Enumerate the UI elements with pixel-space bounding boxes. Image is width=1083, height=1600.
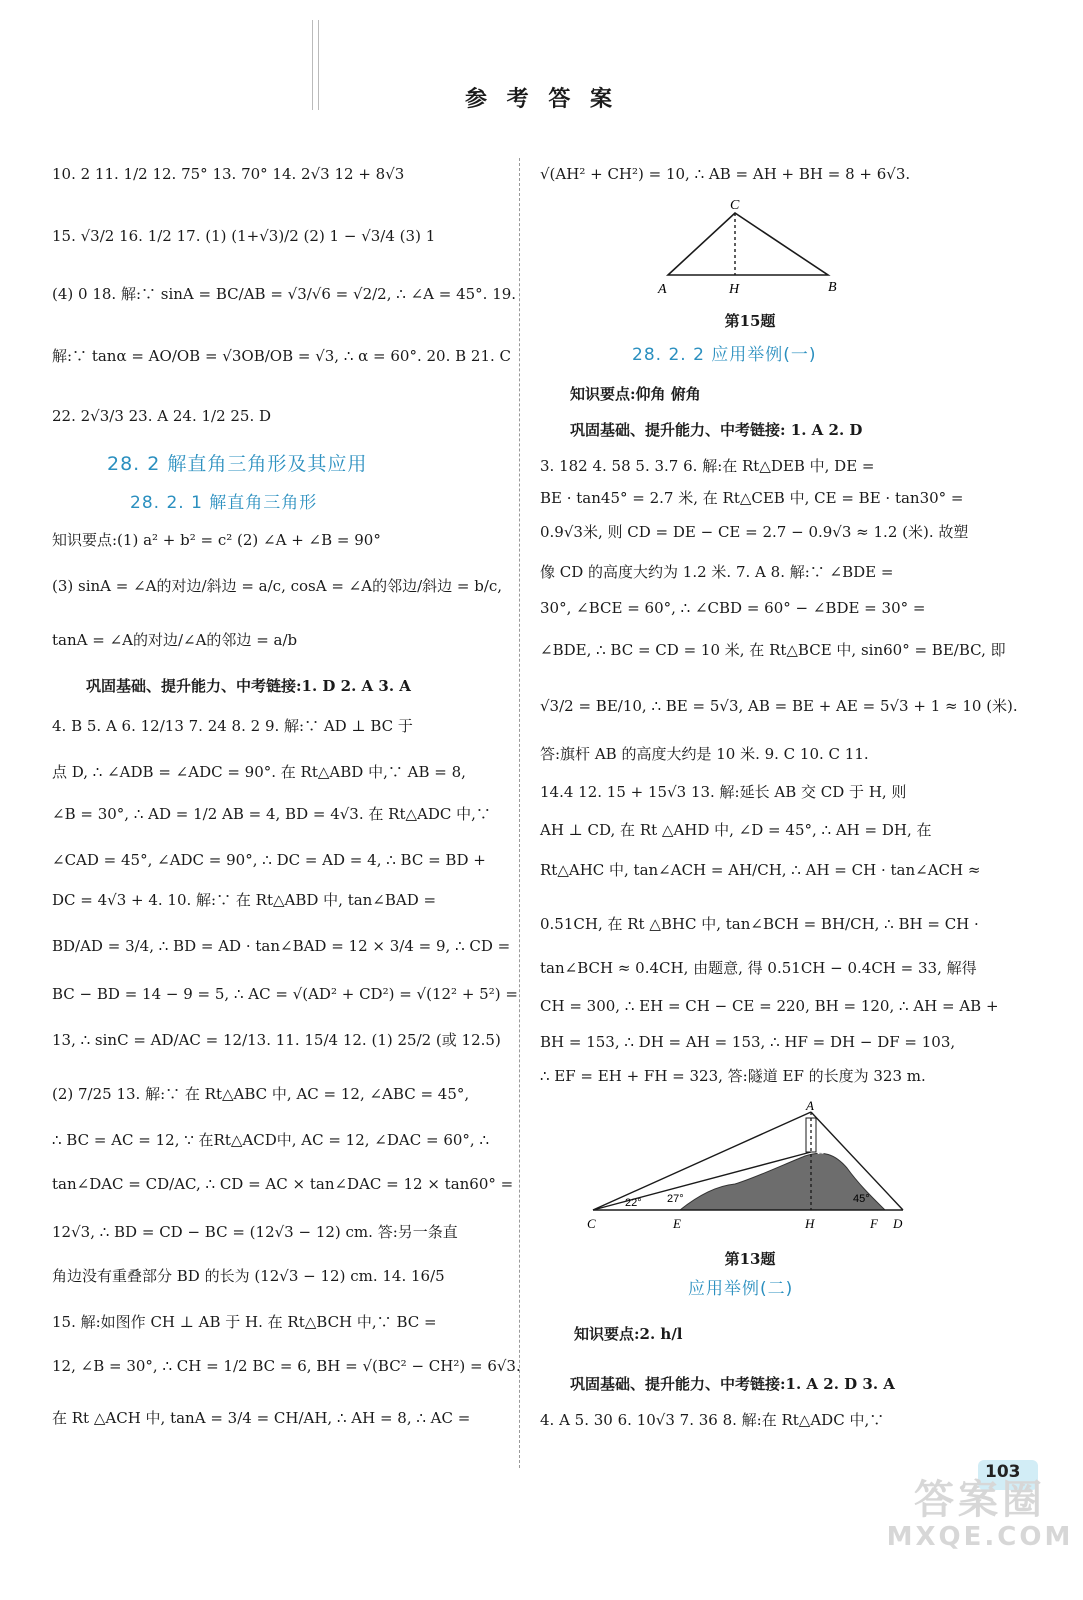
- answer-line: 答:旗杆 AB 的高度大约是 10 米. 9. C 10. C 11.: [540, 745, 869, 763]
- point-label: C: [587, 1216, 596, 1231]
- answer-line: 12, ∠B = 30°, ∴ CH = 1/2 BC = 6, BH = √(BC² − CH²) = 6√3.: [52, 1357, 521, 1375]
- point-label: C: [730, 198, 740, 213]
- figure-caption: 第13题: [724, 1250, 776, 1268]
- exercise-header: 巩固基础、提升能力、中考链接:1. A 2. D 3. A: [570, 1375, 895, 1393]
- answer-line: 3. 182 4. 58 5. 3.7 6. 解:在 Rt△DEB 中, DE =: [540, 457, 875, 475]
- figure-15-triangle: [650, 195, 850, 305]
- answer-line: (2) 7/25 13. 解:∵ 在 Rt△ABC 中, AC = 12, ∠ABC = 45°,: [52, 1085, 470, 1103]
- answer-line: BH = 153, ∴ DH = AH = 153, ∴ HF = DH − DF = 103,: [540, 1033, 956, 1051]
- answer-line: 15. 解:如图作 CH ⊥ AB 于 H. 在 Rt△BCH 中,∵ BC =: [52, 1313, 437, 1331]
- answer-line: 在 Rt △ACH 中, tanA = 3/4 = CH/AH, ∴ AH = 8, ∴ AC =: [52, 1409, 471, 1427]
- answer-line: 解:∵ tanα = AO/OB = √3OB/OB = √3, ∴ α = 60°. 20. B 21. C: [52, 347, 512, 365]
- subsection-heading: 28. 2. 1 解直角三角形: [130, 493, 318, 513]
- triangle-abc: [668, 213, 828, 275]
- answer-line: BD/AD = 3/4, ∴ BD = AD · tan∠BAD = 12 × 3/4 = 9, ∴ CD =: [52, 937, 511, 955]
- answer-line: 角边没有重叠部分 BD 的长为 (12√3 − 12) cm. 14. 16/5: [52, 1267, 445, 1285]
- answer-line: DC = 4√3 + 4. 10. 解:∵ 在 Rt△ABD 中, tan∠BAD =: [52, 891, 437, 909]
- answer-line: ∴ EF = EH + FH = 323, 答:隧道 EF 的长度为 323 m.: [540, 1067, 926, 1085]
- knowledge-point-line: 知识要点:(1) a² + b² = c² (2) ∠A + ∠B = 90°: [52, 531, 381, 549]
- answer-line: ∠CAD = 45°, ∠ADC = 90°, ∴ DC = AD = 4, ∴ BC = BD +: [52, 851, 486, 869]
- answer-line: 10. 2 11. 1/2 12. 75° 13. 70° 14. 2√3 12 + 8√3: [52, 165, 405, 183]
- point-label: B: [817, 1142, 825, 1157]
- angle-label: 22°: [625, 1197, 642, 1209]
- answer-line: 0.51CH, 在 Rt △BHC 中, tan∠BCH = BH/CH, ∴ BH = CH ·: [540, 915, 979, 933]
- knowledge-point-line: (3) sinA = ∠A的对边/斜边 = a/c, cosA = ∠A的邻边/斜边 = b/c,: [52, 577, 503, 595]
- point-label: F: [870, 1216, 878, 1231]
- figure-13-tunnel: [585, 1098, 915, 1238]
- angle-label: 45°: [853, 1193, 870, 1205]
- column-divider: [519, 158, 520, 1468]
- watermark-cn: 答案圈: [914, 1477, 1046, 1523]
- knowledge-point-line: 知识要点:仰角 俯角: [570, 385, 701, 403]
- answer-line: 点 D, ∴ ∠ADB = ∠ADC = 90°. 在 Rt△ABD 中,∵ AB = 8,: [52, 763, 466, 781]
- answer-line: BC − BD = 14 − 9 = 5, ∴ AC = √(AD² + CD²) = √(12² + 5²) =: [52, 985, 518, 1003]
- answer-line: 13, ∴ sinC = AD/AC = 12/13. 11. 15/4 12. (1) 25/2 (或 12.5): [52, 1031, 501, 1049]
- answer-line: 像 CD 的高度大约为 1.2 米. 7. A 8. 解:∵ ∠BDE =: [540, 563, 894, 581]
- answer-line: 0.9√3米, 则 CD = DE − CE = 2.7 − 0.9√3 ≈ 1.2 (米). 故塑: [540, 523, 969, 541]
- answer-line: 22. 2√3/3 23. A 24. 1/2 25. D: [52, 407, 272, 425]
- watermark-en: MXQE.COM: [886, 1522, 1074, 1552]
- knowledge-point-line: tanA = ∠A的对边/∠A的邻边 = a/b: [52, 631, 298, 649]
- point-label: H: [805, 1216, 815, 1231]
- point-label: A: [806, 1098, 814, 1113]
- point-label: A: [658, 282, 667, 297]
- point-label: E: [673, 1216, 681, 1231]
- answer-line: √3/2 = BE/10, ∴ BE = 5√3, AB = BE + AE = 5√3 + 1 ≈ 10 (米).: [540, 697, 1018, 715]
- answer-line: √(AH² + CH²) = 10, ∴ AB = AH + BH = 8 + 6√3.: [540, 165, 911, 183]
- answer-line: ∠BDE, ∴ BC = CD = 10 米, 在 Rt△BCE 中, sin60° = BE/BC, 即: [540, 641, 1006, 659]
- subsection-heading: 28. 2. 2 应用举例(一): [632, 345, 817, 365]
- page-number: 103: [985, 1462, 1021, 1482]
- answer-line: 30°, ∠BCE = 60°, ∴ ∠CBD = 60° − ∠BDE = 30° =: [540, 599, 926, 617]
- answer-line: 14.4 12. 15 + 15√3 13. 解:延长 AB 交 CD 于 H, 则: [540, 783, 907, 801]
- knowledge-point-line: 知识要点:2. h/l: [574, 1325, 683, 1343]
- answer-line: BE · tan45° = 2.7 米, 在 Rt△CEB 中, CE = BE · tan30° =: [540, 489, 964, 507]
- answer-line: ∴ BC = AC = 12, ∵ 在Rt△ACD中, AC = 12, ∠DAC = 60°, ∴: [52, 1131, 489, 1149]
- answer-line: tan∠BCH ≈ 0.4CH, 由题意, 得 0.51CH − 0.4CH = 33, 解得: [540, 959, 977, 977]
- answer-line: 4. B 5. A 6. 12/13 7. 24 8. 2 9. 解:∵ AD ⊥ BC 于: [52, 717, 413, 735]
- watermark: [880, 1478, 1080, 1552]
- angle-label: 27°: [667, 1193, 684, 1205]
- answer-line: tan∠DAC = CD/AC, ∴ CD = AC × tan∠DAC = 12 × tan60° =: [52, 1175, 514, 1193]
- answer-line: (4) 0 18. 解:∵ sinA = BC/AB = √3/√6 = √2/2, ∴ ∠A = 45°. 19.: [52, 285, 517, 303]
- answer-line: 15. √3/2 16. 1/2 17. (1) (1+√3)/2 (2) 1 − √3/4 (3) 1: [52, 227, 436, 245]
- answer-line: 4. A 5. 30 6. 10√3 7. 36 8. 解:在 Rt△ADC 中,∵: [540, 1411, 885, 1429]
- answer-line: AH ⊥ CD, 在 Rt △AHD 中, ∠D = 45°, ∴ AH = DH, 在: [540, 821, 932, 839]
- answer-line: 12√3, ∴ BD = CD − BC = (12√3 − 12) cm. 答:另一条直: [52, 1223, 458, 1241]
- exercise-header: 巩固基础、提升能力、中考链接: 1. A 2. D: [570, 421, 863, 439]
- point-label: D: [893, 1216, 903, 1231]
- answer-line: CH = 300, ∴ EH = CH − CE = 220, BH = 120, ∴ AH = AB +: [540, 997, 999, 1015]
- answer-line: ∠B = 30°, ∴ AD = 1/2 AB = 4, BD = 4√3. 在 Rt△ADC 中,∵: [52, 805, 491, 823]
- building-ab: [806, 1118, 816, 1152]
- section-heading: 28. 2 解直角三角形及其应用: [107, 453, 368, 475]
- subsection-heading: 应用举例(二): [688, 1279, 794, 1299]
- answer-line: Rt△AHC 中, tan∠ACH = AH/CH, ∴ AH = CH · tan∠ACH ≈: [540, 861, 981, 879]
- exercise-header: 巩固基础、提升能力、中考链接:1. D 2. A 3. A: [86, 677, 411, 695]
- point-label: H: [729, 282, 740, 297]
- figure-caption: 第15题: [724, 312, 776, 330]
- page-title: 参 考 答 案: [465, 87, 618, 112]
- point-label: B: [828, 280, 837, 295]
